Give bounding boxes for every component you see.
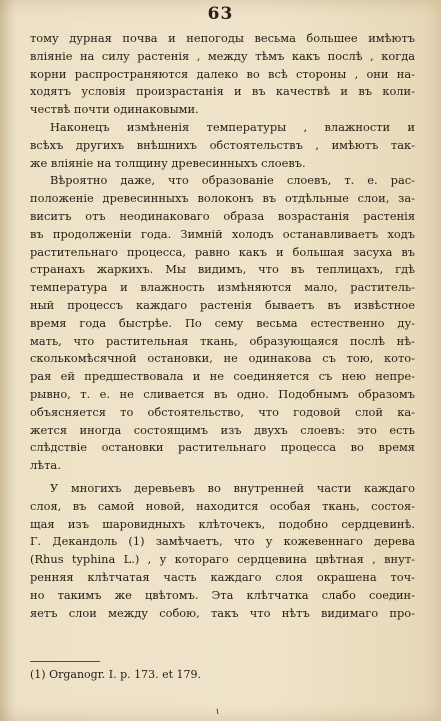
page-number: 63 — [207, 4, 234, 24]
text-line: (Rhus typhina L.) , у котораго сердцевина цвѣтная , внут- — [30, 552, 415, 567]
signature-mark: ι — [216, 707, 220, 717]
text-line: время года быстрѣе. По сему весьма естественно ду- — [30, 315, 415, 330]
paragraph-start-line: Наконецъ измѣненія температуры , влажности и — [50, 119, 415, 134]
text-line: всѣхъ другихъ внѣшнихъ обстоятельствъ , имѣютъ так- — [30, 137, 415, 152]
footnote: (1) Organogr. I. p. 173. et 179. — [30, 668, 202, 681]
text-line: яетъ слои между собою, такъ что нѣтъ видимаго про- — [30, 605, 415, 620]
text-line: сколькомѣсячной остановки, не одинакова съ тою, кото- — [30, 351, 415, 366]
text-line: но такимъ же цвѣтомъ. Эта клѣтчатка слабо соедин- — [30, 587, 415, 602]
text-line: растительнаго процесса, равно какъ и большая засуха въ — [30, 244, 415, 259]
text-line: рая ей предшествовала и не соединяется съ нею непре- — [30, 369, 415, 384]
text-line: корни распространяются далеко во всѣ стороны , они на- — [30, 66, 415, 81]
text-line: виситъ отъ неодинаковаго образа возрастанія растенія — [30, 208, 415, 223]
text-line: чествѣ почти одинаковыми. — [30, 102, 199, 117]
text-line: объясняется то обстоятельство, что годовой слой ка- — [30, 404, 415, 419]
text-line: щая изъ шаровидныхъ клѣточекъ, подобно сердцевинѣ. — [30, 516, 415, 531]
text-line: рывно, т. е. не сливается въ одно. Подобнымъ образомъ — [30, 386, 415, 401]
paragraph-start-line: У многихъ деревьевъ во внутренней части каждаго — [50, 480, 415, 495]
text-line: ходятъ условія произрастанія и въ качествѣ и въ коли- — [30, 84, 415, 99]
text-line: вліяніе на силу растенія , между тѣмъ какъ послѣ , когда — [30, 48, 415, 63]
text-line: лѣта. — [30, 458, 61, 473]
text-line: жется иногда состоящимъ изъ двухъ слоевъ: это есть — [30, 422, 415, 437]
text-line: тому дурная почва и непогоды весьма большее имѣютъ — [30, 31, 415, 45]
text-line: положеніе древесинныхъ волоконъ въ отдѣльные слои, за- — [30, 191, 415, 206]
text-line: слѣдствіе остановки растительнаго процесса во время — [30, 440, 415, 455]
paragraph-start-line: Вѣроятно даже, что образованіе слоевъ, т. е. рас- — [50, 173, 415, 188]
text-line: мать, что растительная ткань, образующаяся послѣ нѣ- — [30, 333, 415, 348]
footnote-divider — [30, 661, 100, 662]
text-line: ный процессъ каждаго растенія бываетъ въ извѣстное — [30, 297, 415, 312]
text-line: температура и влажность измѣняются мало, раститель- — [30, 280, 415, 295]
body-text — [30, 30, 415, 622]
text-line: слоя, въ самой новой, находится особая ткань, состоя- — [30, 498, 415, 513]
text-line: странахъ жаркихъ. Мы видимъ, что въ теплицахъ, гдѣ — [30, 262, 415, 277]
text-line: ренняя клѣтчатая часть каждаго слоя окрашена точ- — [30, 569, 415, 584]
text-line: Г. Декандоль (1) замѣчаетъ, что у кожевеннаго дерева — [30, 534, 415, 549]
text-line: же вліяніе на толщину древесинныхъ слоевъ. — [30, 155, 306, 170]
text-line: въ продолженіи года. Зимній холодъ останавливаетъ ходъ — [30, 226, 415, 241]
